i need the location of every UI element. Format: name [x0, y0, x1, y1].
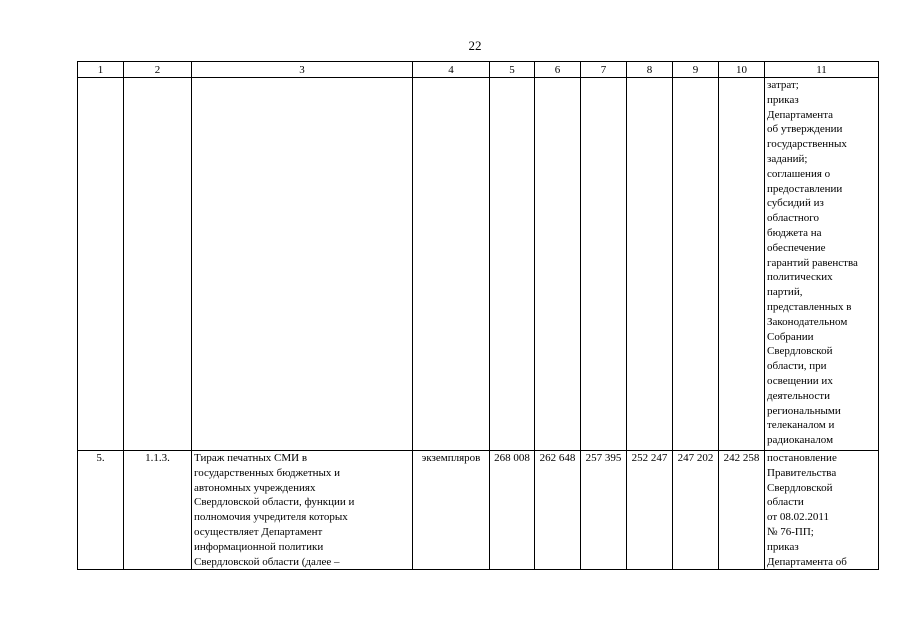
source-line: приказ	[767, 93, 799, 106]
indicator-line: Тираж печатных СМИ в	[194, 452, 308, 464]
source-line: Законодательном	[767, 315, 848, 328]
column-header-9: 9	[673, 62, 719, 78]
source-line: приказ	[767, 540, 799, 553]
indicator-line: Свердловской области (далее –	[194, 555, 340, 568]
column-header-7: 7	[581, 62, 627, 78]
source-line: государственных	[767, 138, 847, 151]
source-line: области	[767, 496, 804, 509]
source-line: Свердловской	[767, 481, 833, 494]
source-line: области, при	[767, 360, 827, 373]
indicator-line: осуществляет Департамент	[194, 525, 323, 538]
table-cell	[124, 78, 192, 451]
table-cell	[627, 78, 673, 451]
indicator-line: государственных бюджетных и	[194, 466, 341, 479]
table-cell	[413, 78, 490, 451]
table-cell	[581, 78, 627, 451]
column-header-8: 8	[627, 62, 673, 78]
row-number: 5.	[78, 451, 124, 570]
source-line: № 76-ПП;	[767, 525, 814, 538]
page-number: 22	[468, 38, 482, 53]
source-line: партий,	[767, 286, 803, 299]
source-line: Собрании	[767, 330, 814, 343]
column-header-2: 2	[124, 62, 192, 78]
table-row	[78, 451, 879, 570]
source-line: Правительства	[767, 466, 837, 479]
column-header-10: 10	[719, 62, 765, 78]
column-numbers-row	[78, 62, 879, 78]
value-cell: 252 247	[627, 451, 673, 570]
source-line: постановление	[767, 452, 837, 464]
source-line: региональными	[767, 404, 841, 417]
source-line: предоставлении	[767, 182, 843, 195]
column-header-11: 11	[765, 62, 879, 78]
table-cell	[192, 78, 413, 451]
value-cell: 262 648	[535, 451, 581, 570]
indicator-line: полномочия учредителя которых	[194, 511, 348, 524]
unit-cell: экземпляров	[413, 451, 490, 570]
row-code: 1.1.3.	[124, 451, 192, 570]
source-line: областного	[767, 212, 820, 225]
table-cell	[78, 78, 124, 451]
source-line: об утверждении	[767, 123, 843, 136]
table-cell	[535, 78, 581, 451]
source-line: от 08.02.2011	[767, 511, 830, 524]
value-cell: 268 008	[490, 451, 535, 570]
column-header-1: 1	[78, 62, 124, 78]
column-header-6: 6	[535, 62, 581, 78]
table-cell	[490, 78, 535, 451]
source-line: Департамента	[767, 108, 834, 121]
source-line: радиоканалом	[767, 434, 834, 447]
source-line: политических	[767, 271, 833, 284]
table-cell	[673, 78, 719, 451]
source-line: Департамента об	[767, 555, 847, 568]
indicator-line: информационной политики	[194, 540, 324, 553]
source-line: деятельности	[767, 389, 830, 402]
source-line: представленных в	[767, 300, 852, 313]
source-line: затрат;	[767, 79, 799, 91]
source-line: обеспечение	[767, 241, 826, 254]
value-cell: 247 202	[673, 451, 719, 570]
table-cell	[719, 78, 765, 451]
source-line: телеканалом и	[767, 419, 835, 432]
indicator-line: автономных учреждениях	[194, 481, 316, 494]
value-cell: 257 395	[581, 451, 627, 570]
source-line: Свердловской	[767, 345, 833, 358]
indicator-cell	[192, 451, 413, 570]
source-line: освещении их	[767, 374, 833, 387]
source-documents-cell	[765, 451, 879, 570]
column-header-5: 5	[490, 62, 535, 78]
column-header-3: 3	[192, 62, 413, 78]
source-line: заданий;	[767, 152, 808, 165]
source-line: субсидий из	[767, 197, 824, 210]
column-header-4: 4	[413, 62, 490, 78]
source-line: бюджета на	[767, 226, 822, 239]
indicator-line: Свердловской области, функции и	[194, 496, 355, 509]
indicators-table	[77, 61, 879, 570]
source-line: гарантий равенства	[767, 256, 858, 269]
continuation-row	[78, 78, 879, 451]
value-cell: 242 258	[719, 451, 765, 570]
source-documents-cell	[765, 78, 879, 451]
source-line: соглашения о	[767, 167, 831, 180]
